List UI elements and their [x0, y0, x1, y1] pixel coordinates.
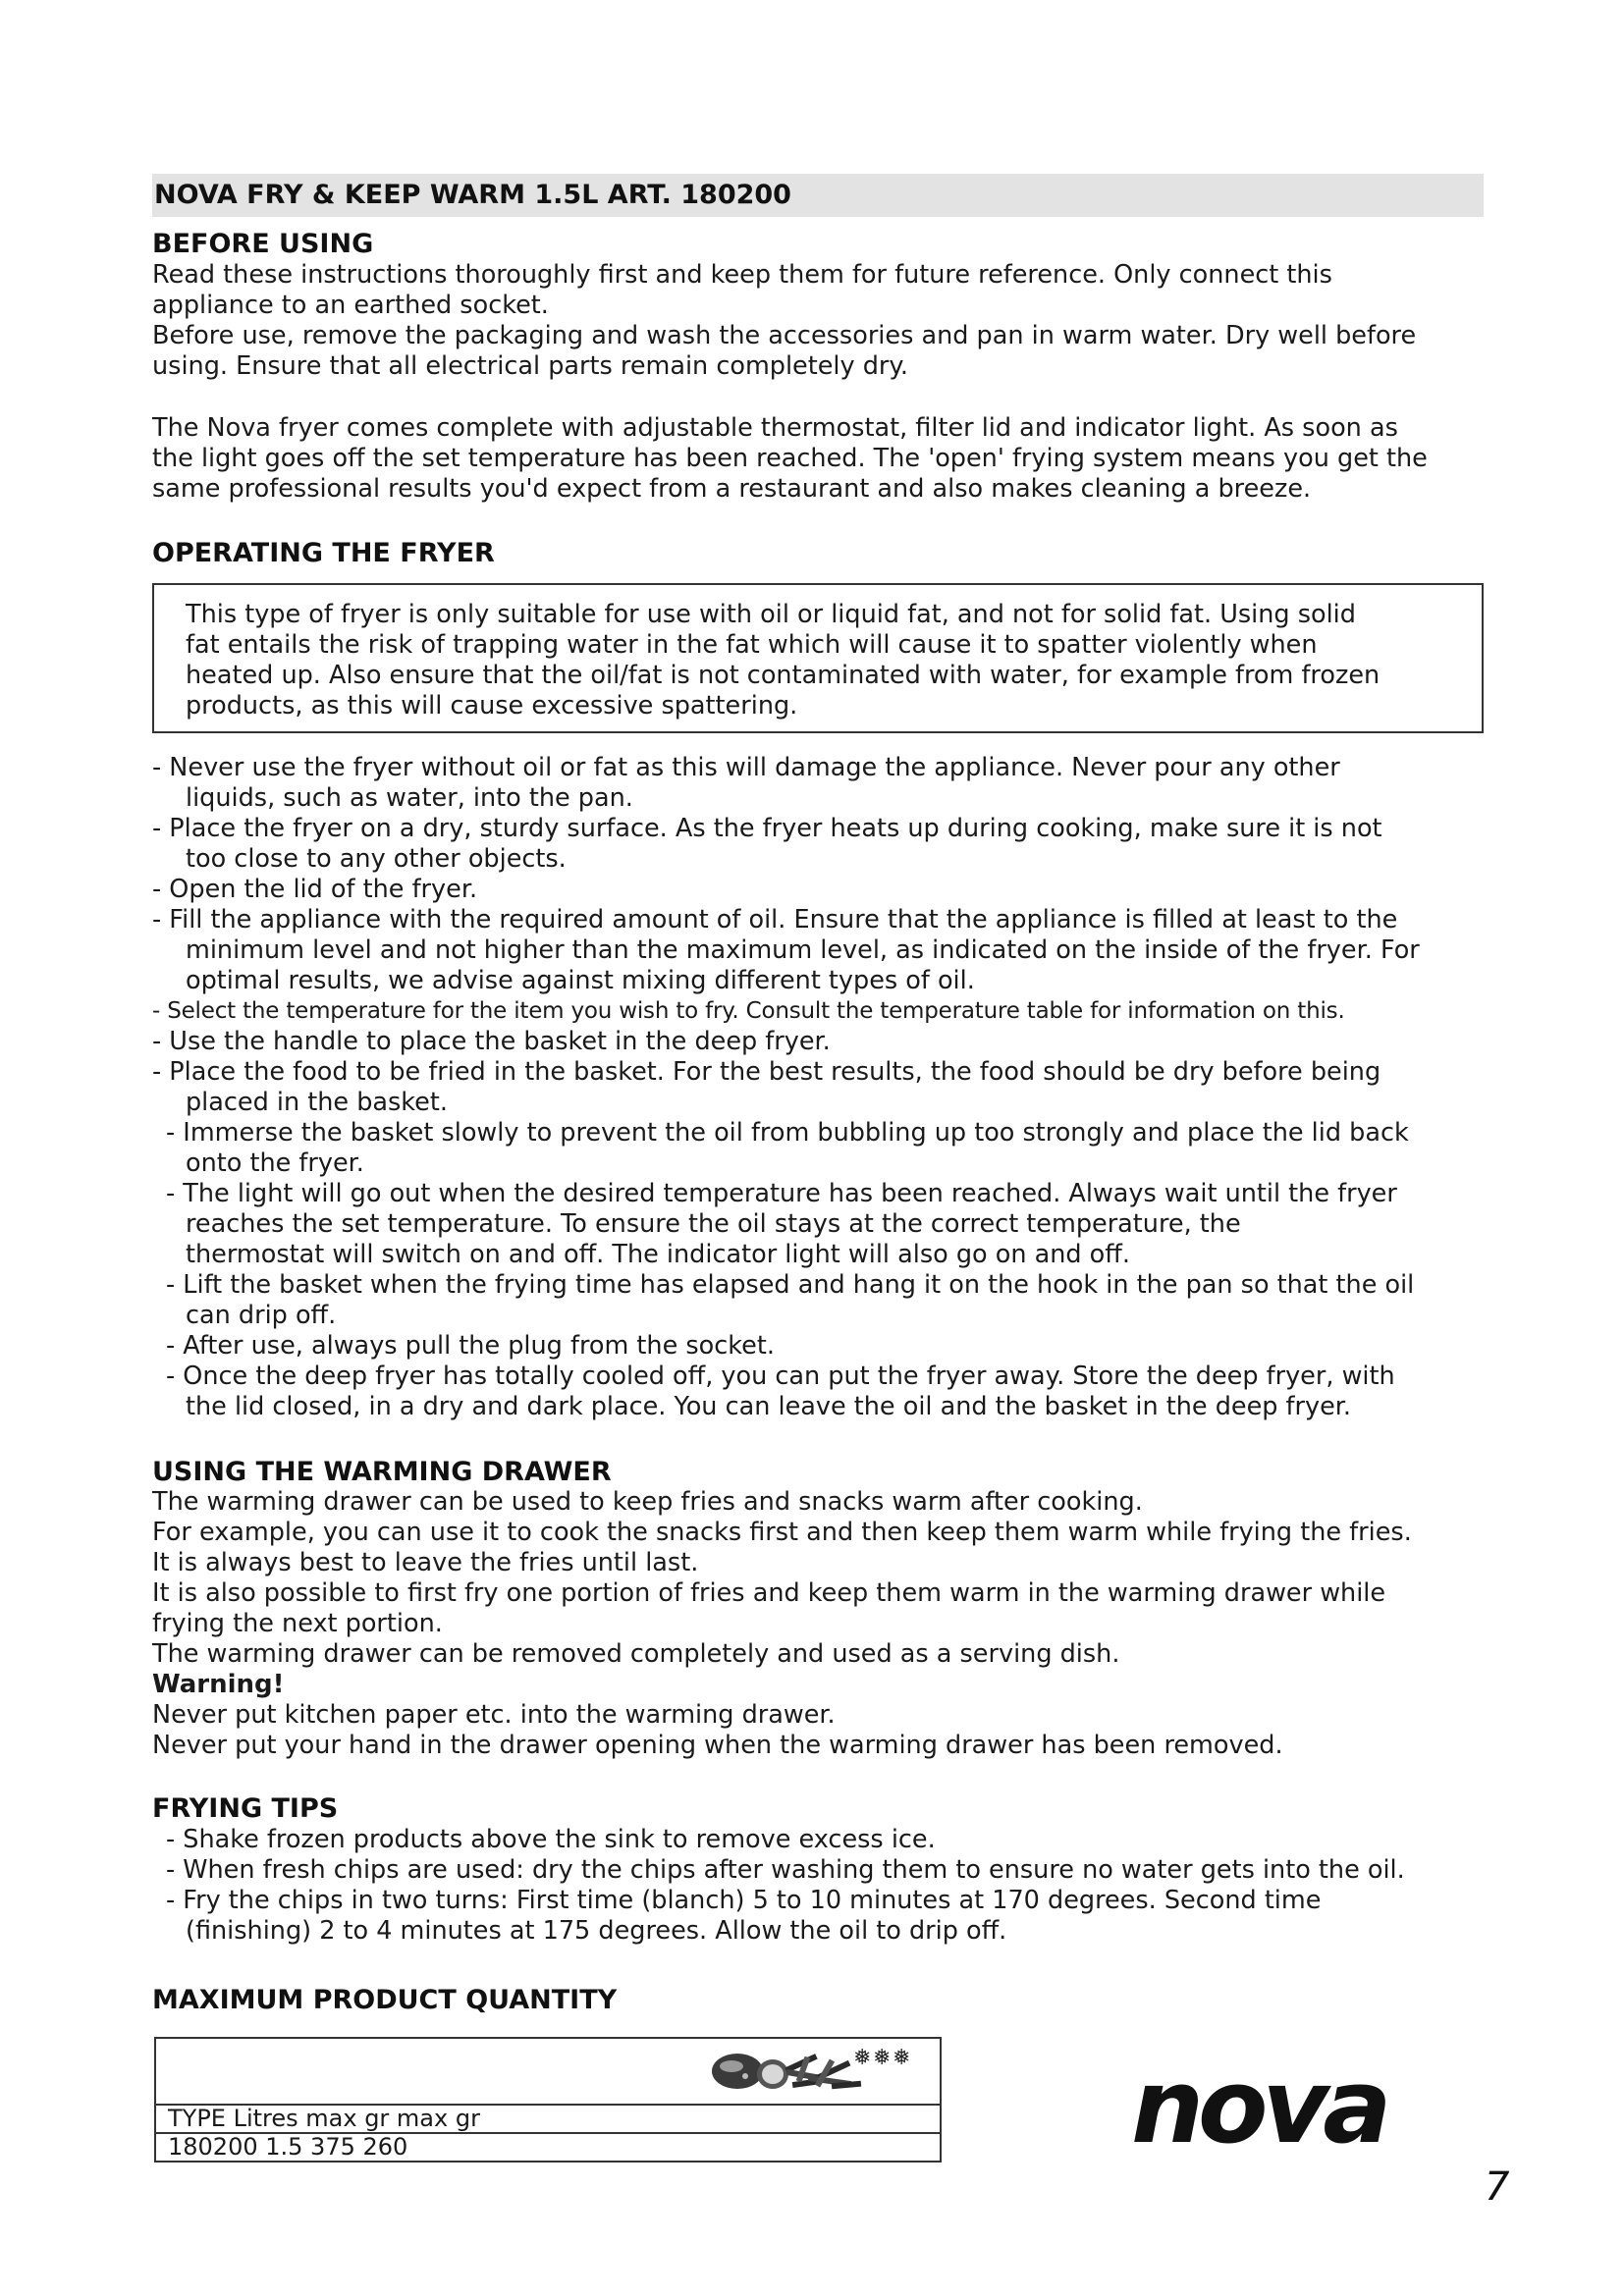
warming-drawer-heading: USING THE WARMING DRAWER: [152, 1457, 612, 1487]
text-line: products, as this will cause excessive spattering.: [186, 691, 798, 721]
page-number: 7: [1485, 2164, 1510, 2210]
list-item: [152, 1179, 1497, 1270]
list-item-text: - When fresh chips are used: dry the chips after washing them to ensure no water gets into the oil.: [166, 1855, 1405, 1885]
list-item: [152, 905, 1497, 996]
text-line: using. Ensure that all electrical parts remain completely dry.: [152, 351, 908, 381]
list-item: [152, 875, 1497, 905]
text-line: Read these instructions thoroughly first and keep them for future reference. Only connect this: [152, 260, 1332, 290]
text-line: Never put your hand in the drawer opening when the warming drawer has been removed.: [152, 1731, 1283, 1760]
list-item-text: - Select the temperature for the item you wish to fry. Consult the temperature table for information on this.: [152, 998, 1345, 1024]
list-item: [152, 1057, 1497, 1118]
text-line: heated up. Also ensure that the oil/fat is not contaminated with water, for example from frozen: [186, 661, 1380, 690]
list-item: [152, 1118, 1497, 1179]
list-item-text: reaches the set temperature. To ensure the oil stays at the correct temperature, the: [186, 1209, 1241, 1239]
list-item-text: - Open the lid of the fryer.: [152, 875, 478, 904]
list-item-text: too close to any other objects.: [186, 844, 567, 874]
text-line: frying the next portion.: [152, 1609, 443, 1638]
table-cell: 180200 1.5 375 260: [155, 2133, 941, 2162]
list-item-text: - Use the handle to place the basket in the deep fryer.: [152, 1027, 831, 1056]
text-line: The warming drawer can be removed completely and used as a serving dish.: [152, 1639, 1120, 1669]
fryer-description: [152, 413, 1488, 505]
text-line: same professional results you'd expect from a restaurant and also makes cleaning a breeze.: [152, 474, 1312, 504]
text-line: appliance to an earthed socket.: [152, 291, 549, 320]
list-item-text: - Shake frozen products above the sink to remove excess ice.: [166, 1825, 936, 1854]
oil-notice-box: [152, 583, 1484, 733]
list-item-text: - Once the deep fryer has totally cooled off, you can put the fryer away. Store the deep fryer, with: [166, 1362, 1395, 1391]
list-item-text: - Fill the appliance with the required amount of oil. Ensure that the appliance is filled at least to the: [152, 905, 1398, 934]
list-item: [152, 1270, 1497, 1331]
list-item-text: - The light will go out when the desired temperature has been reached. Always wait until the fryer: [166, 1179, 1397, 1208]
list-item-text: - Lift the basket when the frying time has elapsed and hang it on the hook in the pan so that the oil: [166, 1270, 1415, 1300]
list-item-text: - Immerse the basket slowly to prevent the oil from bubbling up too strongly and place the lid back: [166, 1118, 1409, 1148]
list-item-text: minimum level and not higher than the maximum level, as indicated on the inside of the fryer. For: [186, 935, 1420, 965]
list-item: [152, 814, 1497, 875]
list-item: [152, 1027, 1497, 1057]
text-line: This type of fryer is only suitable for use with oil or liquid fat, and not for solid fat. Using solid: [186, 600, 1356, 629]
warning-label: Warning!: [152, 1670, 285, 1699]
text-line: It is always best to leave the fries until last.: [152, 1548, 699, 1577]
list-item-text: - After use, always pull the plug from the socket.: [166, 1331, 775, 1361]
svg-text:❅: ❅: [893, 2046, 911, 2070]
list-item-text: can drip off.: [186, 1301, 337, 1330]
text-line: The Nova fryer comes complete with adjustable thermostat, filter lid and indicator light. As soon as: [152, 413, 1398, 443]
before-using-text: [152, 260, 1488, 382]
list-item-text: optimal results, we advise against mixing different types of oil.: [186, 966, 975, 995]
list-item: [152, 1331, 1497, 1362]
page-title: NOVA FRY & KEEP WARM 1.5L ART. 180200: [152, 174, 1484, 217]
logo-text: nova: [1131, 2059, 1386, 2158]
list-item-text: the lid closed, in a dry and dark place. You can leave the oil and the basket in the deep fryer.: [186, 1392, 1352, 1421]
text-line: The warming drawer can be used to keep fries and snacks warm after cooking.: [152, 1487, 1143, 1517]
list-item: [152, 1886, 1497, 1947]
list-item: [152, 1362, 1497, 1422]
list-item-text: - Fry the chips in two turns: First time (blanch) 5 to 10 minutes at 170 degrees. Second time: [166, 1886, 1322, 1915]
list-item-text: - Place the fryer on a dry, sturdy surface. As the fryer heats up during cooking, make sure it is not: [152, 814, 1382, 843]
operating-steps: [152, 753, 1497, 1422]
list-item-text: onto the fryer.: [186, 1148, 364, 1178]
list-item-text: thermostat will switch on and off. The indicator light will also go on and off.: [186, 1240, 1130, 1269]
list-item: [152, 1855, 1497, 1886]
svg-text:❅: ❅: [853, 2046, 872, 2070]
list-item: [152, 1825, 1497, 1855]
frozen-fries-icon: [783, 2039, 920, 2104]
table-row: [155, 2105, 941, 2133]
table-header-cell: TYPE Litres max gr max gr: [155, 2105, 941, 2133]
warming-drawer-text: [152, 1487, 1488, 1761]
table-row: [155, 2133, 941, 2162]
text-line: fat entails the risk of trapping water in the fat which will cause it to spatter violently when: [186, 630, 1318, 660]
icon-cell: [155, 2038, 941, 2105]
operating-heading: OPERATING THE FRYER: [152, 538, 495, 568]
list-item: [152, 753, 1497, 814]
text-line: For example, you can use it to cook the snacks first and then keep them warm while frying the fries.: [152, 1518, 1412, 1547]
svg-text:❅: ❅: [873, 2046, 892, 2070]
list-item-text: - Place the food to be fried in the basket. For the best results, the food should be dry before being: [152, 1057, 1381, 1087]
list-item-text: (finishing) 2 to 4 minutes at 175 degrees. Allow the oil to drip off.: [186, 1916, 1007, 1946]
text-line: It is also possible to first fry one portion of fries and keep them warm in the warming drawer while: [152, 1578, 1386, 1608]
frying-tips-list: [152, 1825, 1497, 1947]
list-item: [152, 996, 1497, 1027]
text-line: Before use, remove the packaging and wash the accessories and pan in warm water. Dry well before: [152, 321, 1417, 350]
list-item-text: - Never use the fryer without oil or fat as this will damage the appliance. Never pour any other: [152, 753, 1340, 782]
max-quantity-table: [154, 2037, 942, 2163]
list-item-text: liquids, such as water, into the pan.: [186, 783, 633, 813]
text-line: Never put kitchen paper etc. into the warming drawer.: [152, 1700, 836, 1730]
table-row: [155, 2038, 941, 2105]
max-quantity-heading: MAXIMUM PRODUCT QUANTITY: [152, 1985, 618, 2015]
nova-logo: [1127, 2059, 1510, 2158]
frying-tips-heading: FRYING TIPS: [152, 1793, 339, 1824]
before-using-heading: BEFORE USING: [152, 229, 374, 259]
text-line: the light goes off the set temperature has been reached. The 'open' frying system means you get the: [152, 444, 1428, 473]
list-item-text: placed in the basket.: [186, 1088, 448, 1117]
